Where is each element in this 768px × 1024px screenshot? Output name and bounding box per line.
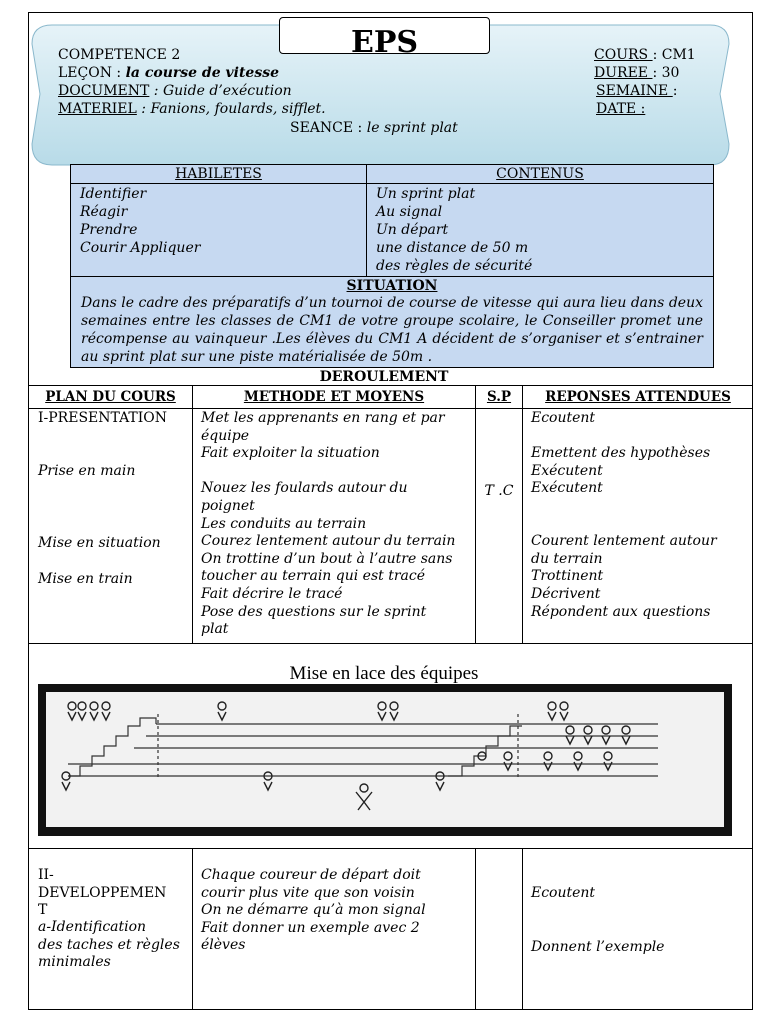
plan-presentation: I-PRESENTATION xyxy=(38,410,168,426)
cours-value: : CM1 xyxy=(652,47,696,63)
reponse-line: Courent lentement autour xyxy=(531,533,717,550)
methode-line: On ne démarre qu’à mon signal xyxy=(201,902,426,919)
sp-value: T .C xyxy=(484,483,514,499)
methode-line: Pose des questions sur le sprint xyxy=(201,603,427,620)
cours-label: COURS xyxy=(594,47,653,63)
plan-developpement xyxy=(38,867,166,920)
methode-line xyxy=(201,463,455,481)
contenu-item: Un sprint plat xyxy=(376,186,476,202)
header-sp: S.P xyxy=(486,389,512,405)
document-label: DOCUMENT xyxy=(58,83,150,99)
methode-list xyxy=(201,410,455,639)
methode-row2 xyxy=(201,867,426,955)
reponse-line xyxy=(531,516,717,534)
methode-line: poignet xyxy=(201,497,255,514)
plan-dev-line: DEVELOPPEMEN xyxy=(38,884,167,901)
habiletes-header: HABILETES xyxy=(175,166,262,182)
semaine-label: SEMAINE xyxy=(596,83,673,99)
situation-title: SITUATION xyxy=(346,278,438,294)
header-plan: PLAN DU COURS xyxy=(45,389,176,405)
document-line xyxy=(58,82,292,100)
habiletes-table xyxy=(70,164,714,368)
reponse-line: Exécutent xyxy=(531,462,603,479)
methode-line: Met les apprenants en rang et par xyxy=(201,410,445,426)
duree-label: DUREE xyxy=(594,65,653,81)
methode-line: On trottine d’un bout à l’autre sans xyxy=(201,550,453,567)
reponse-line: Décrivent xyxy=(531,585,601,602)
header-reponses: REPONSES ATTENDUES xyxy=(545,389,731,405)
page-title: EPS xyxy=(279,17,490,54)
reponse-line: Donnent l’exemple xyxy=(531,939,665,955)
habilete-item: Courir Appliquer xyxy=(80,240,201,256)
methode-line: Chaque coureur de départ doit xyxy=(201,867,421,883)
plan-sub-line: des taches et règles xyxy=(38,936,180,953)
cours-line xyxy=(594,46,696,64)
methode-line: Nouez les foulards autour du xyxy=(201,480,408,497)
plan-sub xyxy=(38,919,180,972)
reponse-line: du terrain xyxy=(531,550,603,567)
date-line xyxy=(596,100,645,118)
methode-line: plat xyxy=(201,621,229,638)
figure-title: Mise en lace des équipes xyxy=(289,663,479,684)
plan-dev-line: II- xyxy=(38,867,54,883)
seance-label: SEANCE : xyxy=(290,120,363,136)
reponse-line: Ecoutent xyxy=(531,410,596,426)
lecon-label: LEÇON : xyxy=(58,65,122,81)
date-label: DATE : xyxy=(596,101,646,117)
materiel-label: MATERIEL xyxy=(58,101,137,117)
deroulement-title: DEROULEMENT xyxy=(319,369,449,385)
situation-text: Dans le cadre des préparatifs d’un tournoi de course de vitesse qui aura lieu dans deux semaines entre les classes de CM1 de votre groupe scolaire, le Conseiller promet une récompense au vainqueur .Les élèves du CM1 A décident de s’organiser et s’entrainer au sprint plat sur une piste matérialisée de 50m . xyxy=(81,295,703,365)
plan-sub-line: minimales xyxy=(38,954,111,971)
methode-line: Courez lentement autour du terrain xyxy=(201,533,456,550)
contenu-item: Un départ xyxy=(376,222,449,238)
duree-value: : 30 xyxy=(652,65,680,81)
contenu-item: une distance de 50 m xyxy=(376,240,529,256)
methode-line: courir plus vite que son voisin xyxy=(201,884,415,901)
document-value: : Guide d’exécution xyxy=(149,83,292,99)
semaine-line xyxy=(596,82,677,100)
reponse-line xyxy=(531,428,717,446)
plan-item: Prise en main xyxy=(38,463,136,479)
lecon-line xyxy=(58,64,279,82)
methode-line: équipe xyxy=(201,427,249,444)
reponses-list xyxy=(531,410,717,621)
plan-item: Mise en train xyxy=(38,571,133,587)
plan-item: Mise en situation xyxy=(38,535,161,551)
materiel-line xyxy=(58,100,326,118)
methode-line: Fait exploiter la situation xyxy=(201,445,380,462)
reponse-line: Répondent aux questions xyxy=(531,603,711,620)
reponse-line: Trottinent xyxy=(531,568,604,585)
methode-line: élèves xyxy=(201,937,246,954)
methode-line: toucher au terrain qui est tracé xyxy=(201,568,425,585)
lecon-value: la course de vitesse xyxy=(125,65,279,81)
contenu-item: Au signal xyxy=(376,204,443,220)
contenu-item: des règles de sécurité xyxy=(376,258,533,274)
reponse-line: Exécutent xyxy=(531,480,603,497)
reponse-line xyxy=(531,498,717,516)
competence-label: COMPETENCE 2 xyxy=(58,47,181,63)
seance-value: le sprint plat xyxy=(366,120,458,136)
methode-line: Les conduits au terrain xyxy=(201,515,367,532)
habilete-item: Prendre xyxy=(80,222,138,238)
track-diagram xyxy=(38,684,732,836)
reponse-line: Ecoutent xyxy=(531,885,596,901)
duree-line xyxy=(594,64,679,82)
habilete-item: Réagir xyxy=(80,204,128,220)
contenus-header: CONTENUS xyxy=(496,166,584,182)
methode-line: Fait décrire le tracé xyxy=(201,585,343,602)
header-methode: METHODE ET MOYENS xyxy=(243,389,425,405)
methode-line: Fait donner un exemple avec 2 xyxy=(201,919,420,936)
habilete-item: Identifier xyxy=(80,186,147,202)
materiel-value: : Fanions, foulards, sifflet. xyxy=(136,101,326,117)
plan-dev-line: T xyxy=(38,902,48,919)
reponse-line: Emettent des hypothèses xyxy=(531,445,711,462)
semaine-value: : xyxy=(672,83,678,99)
seance-line xyxy=(290,119,458,137)
plan-sub-line: a-Identification xyxy=(38,919,147,935)
